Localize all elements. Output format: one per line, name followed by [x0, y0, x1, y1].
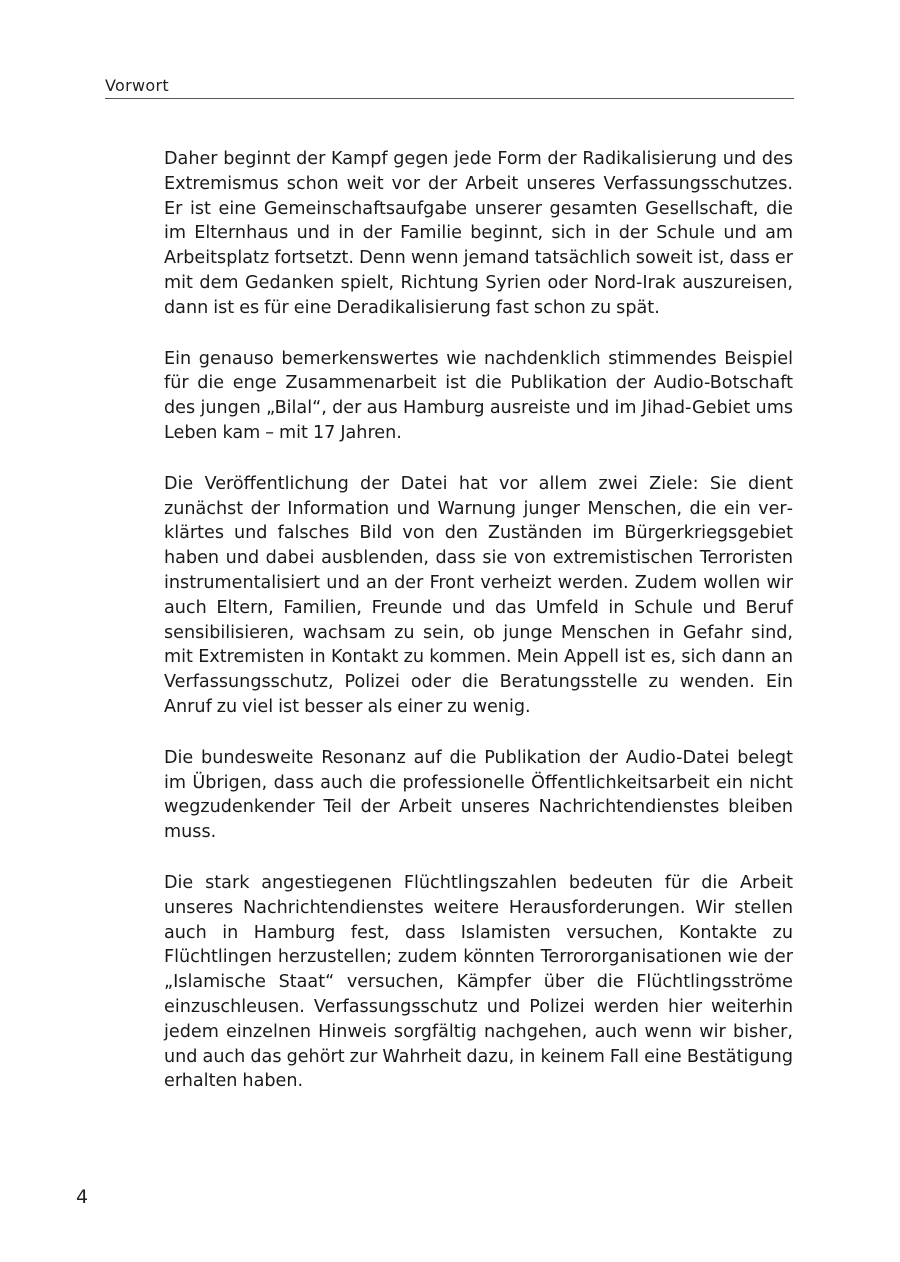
paragraph: Die bundesweite Resonanz auf die Publikation der Audio-Datei belegt im Übrigen, dass auch die professionelle Öffentlichkeitsarbeit ein nicht wegzudenkender Teil der Arbeit unseres Nachrichtendienstes bleiben muss.: [164, 747, 793, 843]
paragraph: Die stark angestiegenen Flüchtlingszahlen bedeuten für die Arbeit unseres Nachrichtendienstes weitere Herausforderungen. Wir stellen auch in Hamburg fest, dass Islamisten versuchen, Kontakte zu Flüchtlingen herzustellen; zudem könnten Terrororganisationen wie der „Islamische Staat“ versuchen, Kämpfer über die Flüchtlingsströme einzuschleusen. Verfassungsschutz und Polizei werden hier weiterhin jedem einzelnen Hinweis sorgfältig nachgehen, auch wenn wir bisher, und auch das gehört zur Wahrheit dazu, in keinem Fall eine Bestätigung erhalten haben.: [164, 872, 793, 1092]
running-head-title: Vorwort: [105, 76, 169, 95]
body-text: [164, 147, 793, 1120]
paragraph: Daher beginnt der Kampf gegen jede Form der Radikalisierung und des Extremismus schon weit vor der Arbeit unseres Verfassungsschutzes. Er ist eine Gemeinschaftsaufgabe unserer gesamten Gesellschaft, die im Elternhaus und in der Familie beginnt, sich in der Schule und am Arbeitsplatz fortsetzt. Denn wenn jemand tatsächlich soweit ist, dass er mit dem Gedanken spielt, Richtung Syrien oder Nord-Irak auszureisen, dann ist es für eine Deradikalisierung fast schon zu spät.: [164, 149, 793, 318]
paragraph: Die Veröffentlichung der Datei hat vor allem zwei Ziele: Sie dient zunächst der Information und Warnung junger Menschen, die ein verklärtes und falsches Bild von den Zuständen im Bürgerkriegsgebiet haben und dabei ausblenden, dass sie von extremistischen Terroristen instrumentalisiert und an der Front verheizt werden. Zudem wollen wir auch Eltern, Familien, Freunde und das Umfeld in Schule und Beruf sensibilisieren, wachsam zu sein, ob junge Menschen in Gefahr sind, mit Extremisten in Kontakt zu kommen. Mein Appell ist es, sich dann an Verfassungsschutz, Polizei oder die Beratungsstelle zu wenden. Ein Anruf zu viel ist besser als einer zu wenig.: [164, 473, 793, 717]
paragraph: Ein genauso bemerkenswertes wie nachdenklich stimmendes Beispiel für die enge Zusammenarbeit ist die Publikation der Audio-Botschaft des jungen „Bilal“, der aus Hamburg ausreiste und im Jihad-Gebiet ums Leben kam – mit 17 Jahren.: [164, 348, 793, 443]
header-rule: [105, 98, 794, 99]
page-number: 4: [76, 1186, 89, 1208]
